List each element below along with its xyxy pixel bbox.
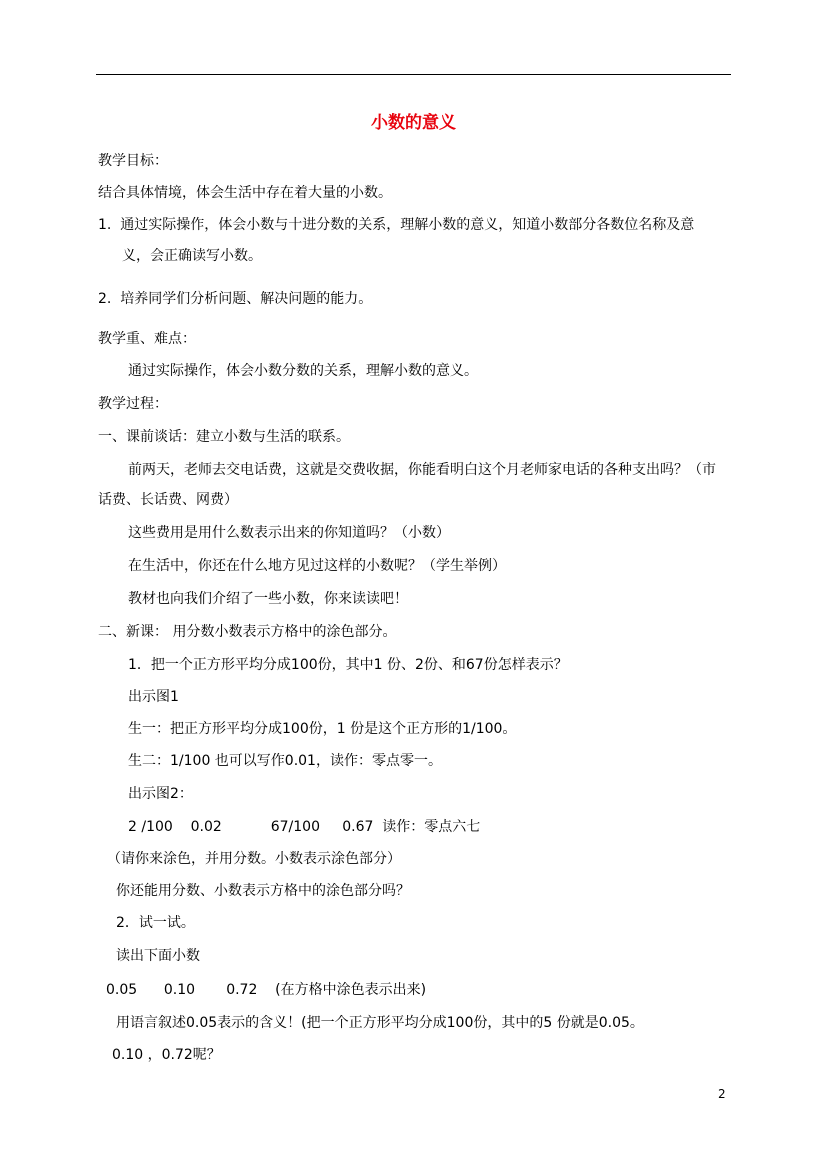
text-line: 0.05 0.10 0.72 (在方格中涂色表示出来) [106,982,427,998]
text-line: 出示图1 [128,689,179,705]
text-line: 通过实际操作，体会小数分数的关系，理解小数的意义。 [128,363,478,379]
text-line: 1．把一个正方形平均分成100份，其中1 份、2份、和67份怎样表示？ [128,657,568,673]
text-line: 2 /100 0.02 67/100 0.67 读作：零点六七 [128,819,481,835]
text-line: 生一：把正方形平均分成100份，1 份是这个正方形的1/100。 [128,721,517,737]
text-line: 话费、长话费、网费） [98,492,238,508]
text-line: 义，会正确读写小数。 [122,248,262,264]
text-line: 读出下面小数 [116,948,200,964]
text-line: 生二：1/100 也可以写作0.01，读作：零点零一。 [128,753,442,769]
text-line: 在生活中，你还在什么地方见过这样的小数呢？（学生举例） [128,558,506,574]
text-line: 一、课前谈话：建立小数与生活的联系。 [98,429,350,445]
text-line: （请你来涂色，并用分数。小数表示涂色部分） [107,851,401,867]
text-line: 2．试一试。 [116,915,195,931]
text-line: 1. 通过实际操作，体会小数与十进分数的关系，理解小数的意义，知道小数部分各数位名称及意 [98,217,695,233]
document-title: 小数的意义 [371,113,456,133]
text-line: 结合具体情境，体会生活中存在着大量的小数。 [98,185,392,201]
text-line: 教学重、难点： [98,331,196,347]
text-line: 用语言叙述0.05表示的含义！(把一个正方形平均分成100份，其中的5 份就是0.05。 [116,1015,644,1031]
text-line: 教材也向我们介绍了一些小数，你来读读吧！ [128,591,408,607]
text-line: 这些费用是用什么数表示出来的你知道吗？（小数） [128,525,450,541]
header-rule [96,74,731,75]
text-line: 0.10 ，0.72呢？ [112,1047,221,1063]
text-line: 二、新课： 用分数小数表示方格中的涂色部分。 [98,624,397,640]
text-line: 2. 培养同学们分析问题、解决问题的能力。 [98,291,373,307]
text-line: 前两天，老师去交电话费，这就是交费收据，你能看明白这个月老师家电话的各种支出吗？（市 [128,462,716,478]
page-number: 2 [718,1087,726,1101]
text-line: 出示图2： [128,786,193,802]
text-line: 教学过程： [98,396,168,412]
text-line: 教学目标： [98,153,168,169]
text-line: 你还能用分数、小数表示方格中的涂色部分吗？ [116,883,410,899]
